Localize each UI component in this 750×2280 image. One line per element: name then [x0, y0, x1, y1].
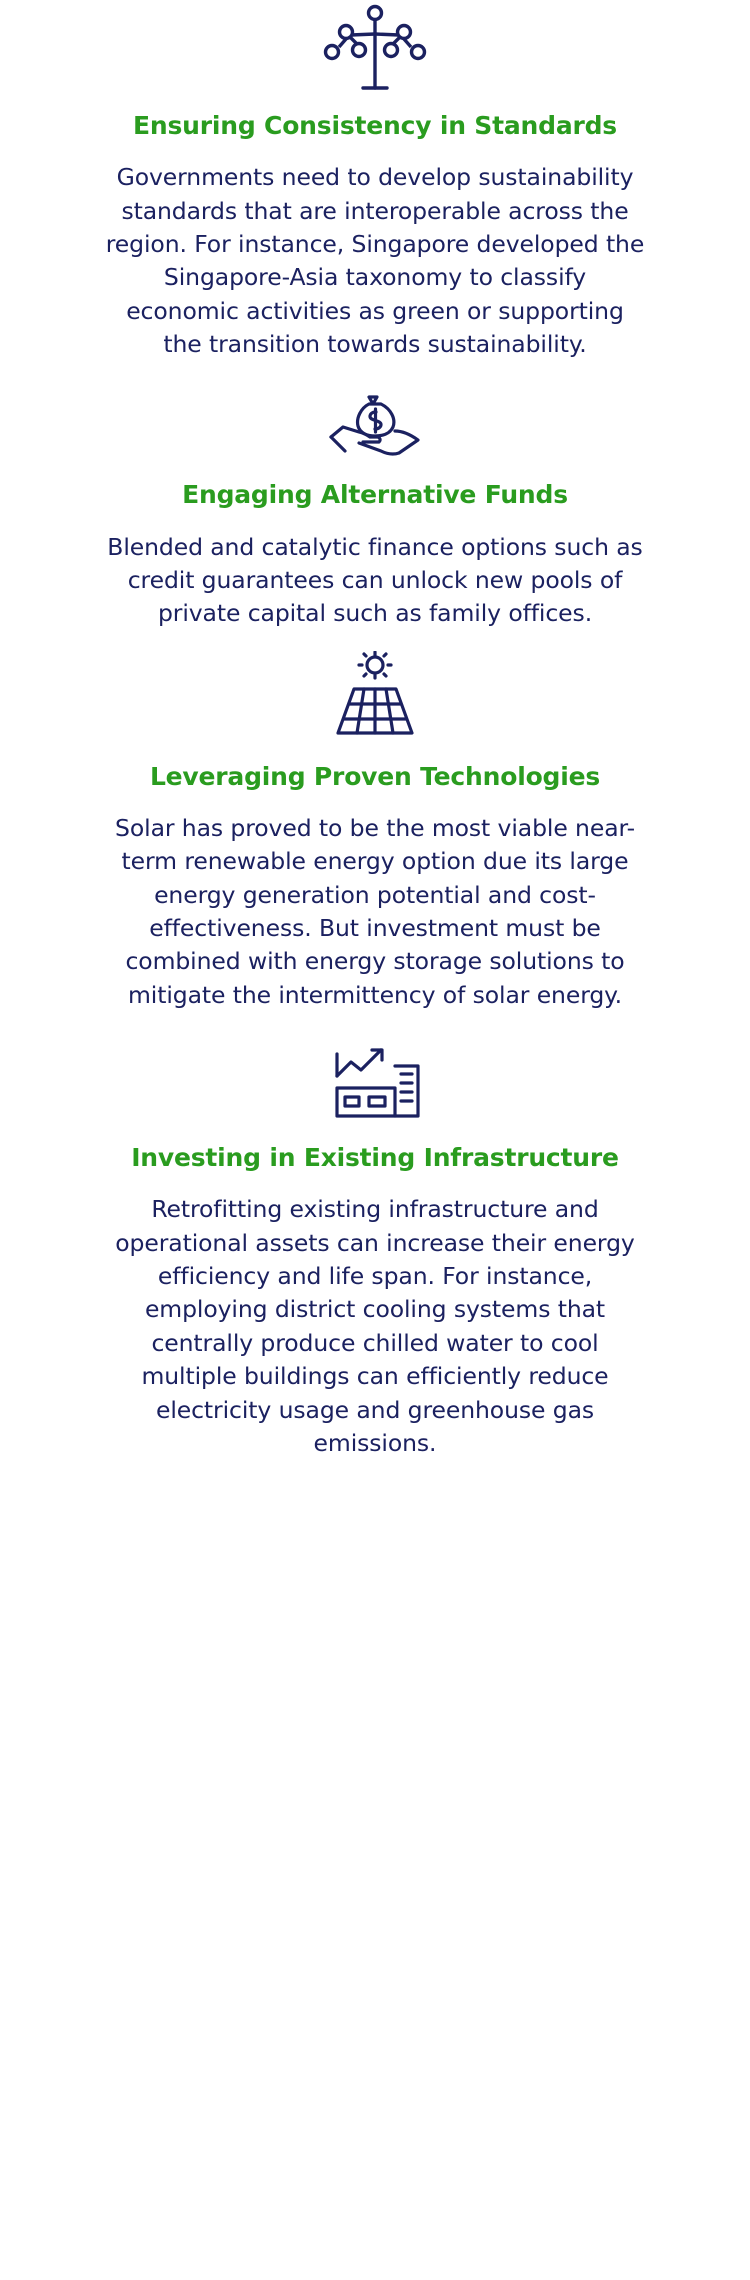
section-body: Solar has proved to be the most viable near-term renewable energy option due its large energy generation potential and cost-effectiveness. But investment must be combined with energy storage solutions to mitigate the intermittency of solar energy. [115, 813, 635, 1009]
section-title: Engaging Alternative Funds [182, 480, 568, 510]
tree-network-icon [105, 0, 645, 92]
section-body: Retrofitting existing infrastructure and operational assets can increase their energy efficiency and life span. For instance, employing district cooling systems that centrally produce chilled water to cool multiple buildings can efficiently reduce electricity usage and greenhouse gas emissions. [115, 1195, 635, 1457]
hand-holding-money-bag-icon [105, 361, 645, 457]
section-title: Ensuring Consistency in Standards [133, 111, 617, 140]
section-body: Governments need to develop sustainability standards that are interoperable across the region. For instance, Singapore developed the Singapore-Asia taxonomy to classify economic activities as green or supporting the transition towards sustainability. [105, 163, 645, 359]
section-ensuring-consistency-in-standards [105, 0, 645, 361]
section-engaging-alternative-funds [105, 361, 645, 630]
solar-panel-sun-icon [105, 631, 645, 741]
section-title: Investing in Existing Infrastructure [131, 1143, 619, 1173]
section-title: Leveraging Proven Technologies [149, 761, 601, 791]
section-body: Blended and catalytic finance options such as credit guarantees can unlock new pools of private capital such as family offices. [107, 532, 643, 628]
section-investing-in-existing-infrastructure [105, 1012, 645, 1460]
section-leveraging-proven-technologies [105, 631, 645, 1012]
building-growth-chart-icon [105, 1012, 645, 1122]
